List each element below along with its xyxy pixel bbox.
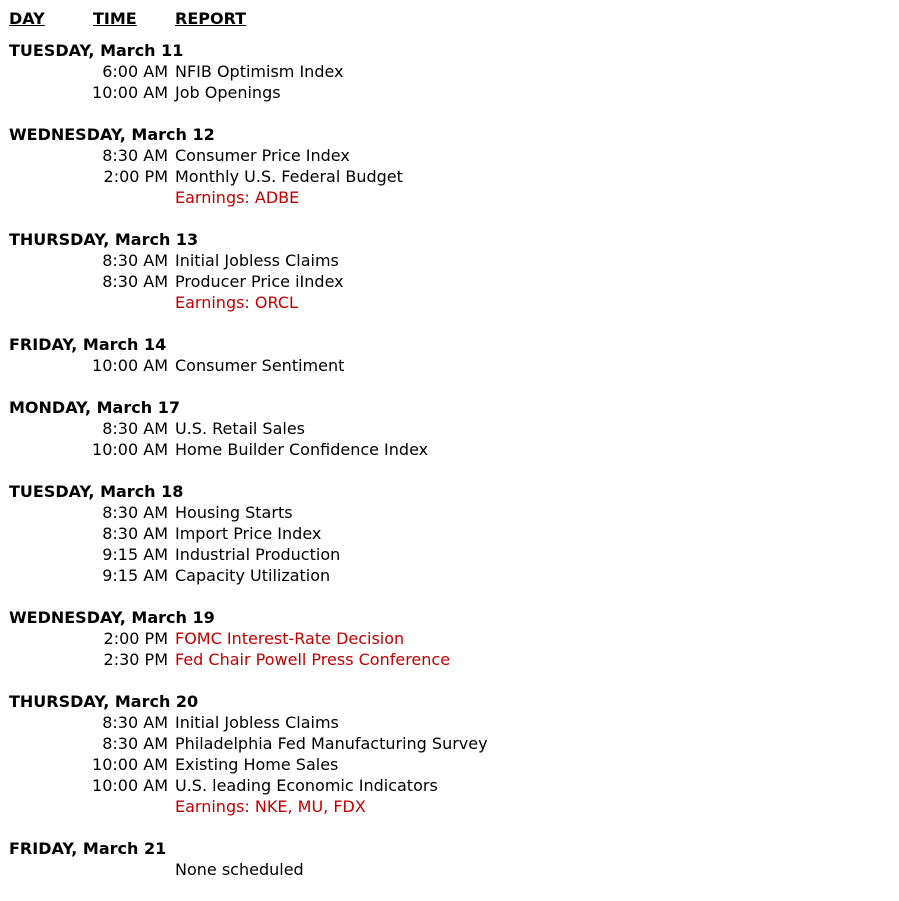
- event-time: 9:15 AM: [102, 566, 168, 585]
- column-header: [9, 9, 609, 29]
- day-group: [9, 838, 889, 880]
- event-report: U.S. Retail Sales: [175, 419, 306, 438]
- event-report: Import Price Index: [175, 524, 322, 543]
- event-row: [9, 187, 889, 208]
- event-row: [9, 754, 889, 775]
- highlighted-event-report: Fed Chair Powell Press Conference: [175, 650, 451, 669]
- event-time: 8:30 AM: [102, 272, 168, 291]
- event-row: [9, 523, 889, 544]
- event-row: [9, 628, 889, 649]
- event-time: 9:15 AM: [102, 545, 168, 564]
- day-group: [9, 40, 889, 103]
- event-report: Initial Jobless Claims: [175, 713, 339, 732]
- event-row: [9, 544, 889, 565]
- event-report: Job Openings: [175, 83, 281, 102]
- event-row: [9, 166, 889, 187]
- event-row: [9, 82, 889, 103]
- event-row: [9, 418, 889, 439]
- day-group: [9, 334, 889, 376]
- day-title: THURSDAY, March 13: [9, 230, 199, 249]
- day-group: [9, 691, 889, 817]
- day-group: [9, 124, 889, 208]
- day-group: [9, 607, 889, 670]
- event-report: Existing Home Sales: [175, 755, 339, 774]
- event-time: 8:30 AM: [102, 419, 168, 438]
- event-report: Producer Price iIndex: [175, 272, 344, 291]
- event-report: Philadelphia Fed Manufacturing Survey: [175, 734, 488, 753]
- event-time: 8:30 AM: [102, 713, 168, 732]
- event-report: Consumer Price Index: [175, 146, 350, 165]
- highlighted-event-report: FOMC Interest-Rate Decision: [175, 629, 405, 648]
- event-report: None scheduled: [175, 860, 304, 879]
- event-report: Home Builder Confidence Index: [175, 440, 429, 459]
- day-title: THURSDAY, March 20: [9, 692, 199, 711]
- day-title: TUESDAY, March 18: [9, 482, 184, 501]
- event-row: [9, 439, 889, 460]
- event-time: 10:00 AM: [92, 755, 168, 774]
- highlighted-event-report: Earnings: NKE, MU, FDX: [175, 797, 366, 816]
- event-time: 8:30 AM: [102, 146, 168, 165]
- day-title: TUESDAY, March 11: [9, 41, 184, 60]
- event-row: [9, 859, 889, 880]
- event-time: 10:00 AM: [92, 83, 168, 102]
- event-row: [9, 733, 889, 754]
- economic-calendar: [9, 40, 889, 901]
- event-row: [9, 292, 889, 313]
- event-time: 2:00 PM: [103, 629, 168, 648]
- highlighted-event-report: Earnings: ADBE: [175, 188, 300, 207]
- day-title: WEDNESDAY, March 12: [9, 125, 215, 144]
- event-time: 8:30 AM: [102, 251, 168, 270]
- event-row: [9, 61, 889, 82]
- event-row: [9, 502, 889, 523]
- event-row: [9, 250, 889, 271]
- event-time: 10:00 AM: [92, 776, 168, 795]
- event-row: [9, 649, 889, 670]
- event-time: 2:30 PM: [103, 650, 168, 669]
- header-day: DAY: [9, 9, 45, 28]
- event-report: Initial Jobless Claims: [175, 251, 339, 270]
- event-report: Consumer Sentiment: [175, 356, 345, 375]
- event-time: 6:00 AM: [102, 62, 168, 81]
- event-report: NFIB Optimism Index: [175, 62, 344, 81]
- event-time: 2:00 PM: [103, 167, 168, 186]
- event-row: [9, 271, 889, 292]
- event-report: U.S. leading Economic Indicators: [175, 776, 438, 795]
- day-group: [9, 229, 889, 313]
- day-title: FRIDAY, March 21: [9, 839, 167, 858]
- event-report: Capacity Utilization: [175, 566, 331, 585]
- day-title: WEDNESDAY, March 19: [9, 608, 215, 627]
- event-report: Housing Starts: [175, 503, 293, 522]
- event-row: [9, 565, 889, 586]
- header-report: REPORT: [175, 9, 247, 28]
- event-report: Monthly U.S. Federal Budget: [175, 167, 403, 186]
- event-row: [9, 355, 889, 376]
- event-time: 8:30 AM: [102, 503, 168, 522]
- event-time: 8:30 AM: [102, 734, 168, 753]
- event-row: [9, 775, 889, 796]
- event-time: 8:30 AM: [102, 524, 168, 543]
- event-time: 10:00 AM: [92, 356, 168, 375]
- day-title: FRIDAY, March 14: [9, 335, 167, 354]
- event-report: Industrial Production: [175, 545, 341, 564]
- event-row: [9, 712, 889, 733]
- event-time: 10:00 AM: [92, 440, 168, 459]
- day-group: [9, 397, 889, 460]
- event-row: [9, 145, 889, 166]
- day-group: [9, 481, 889, 586]
- event-row: [9, 796, 889, 817]
- highlighted-event-report: Earnings: ORCL: [175, 293, 298, 312]
- header-time: TIME: [93, 9, 137, 28]
- day-title: MONDAY, March 17: [9, 398, 180, 417]
